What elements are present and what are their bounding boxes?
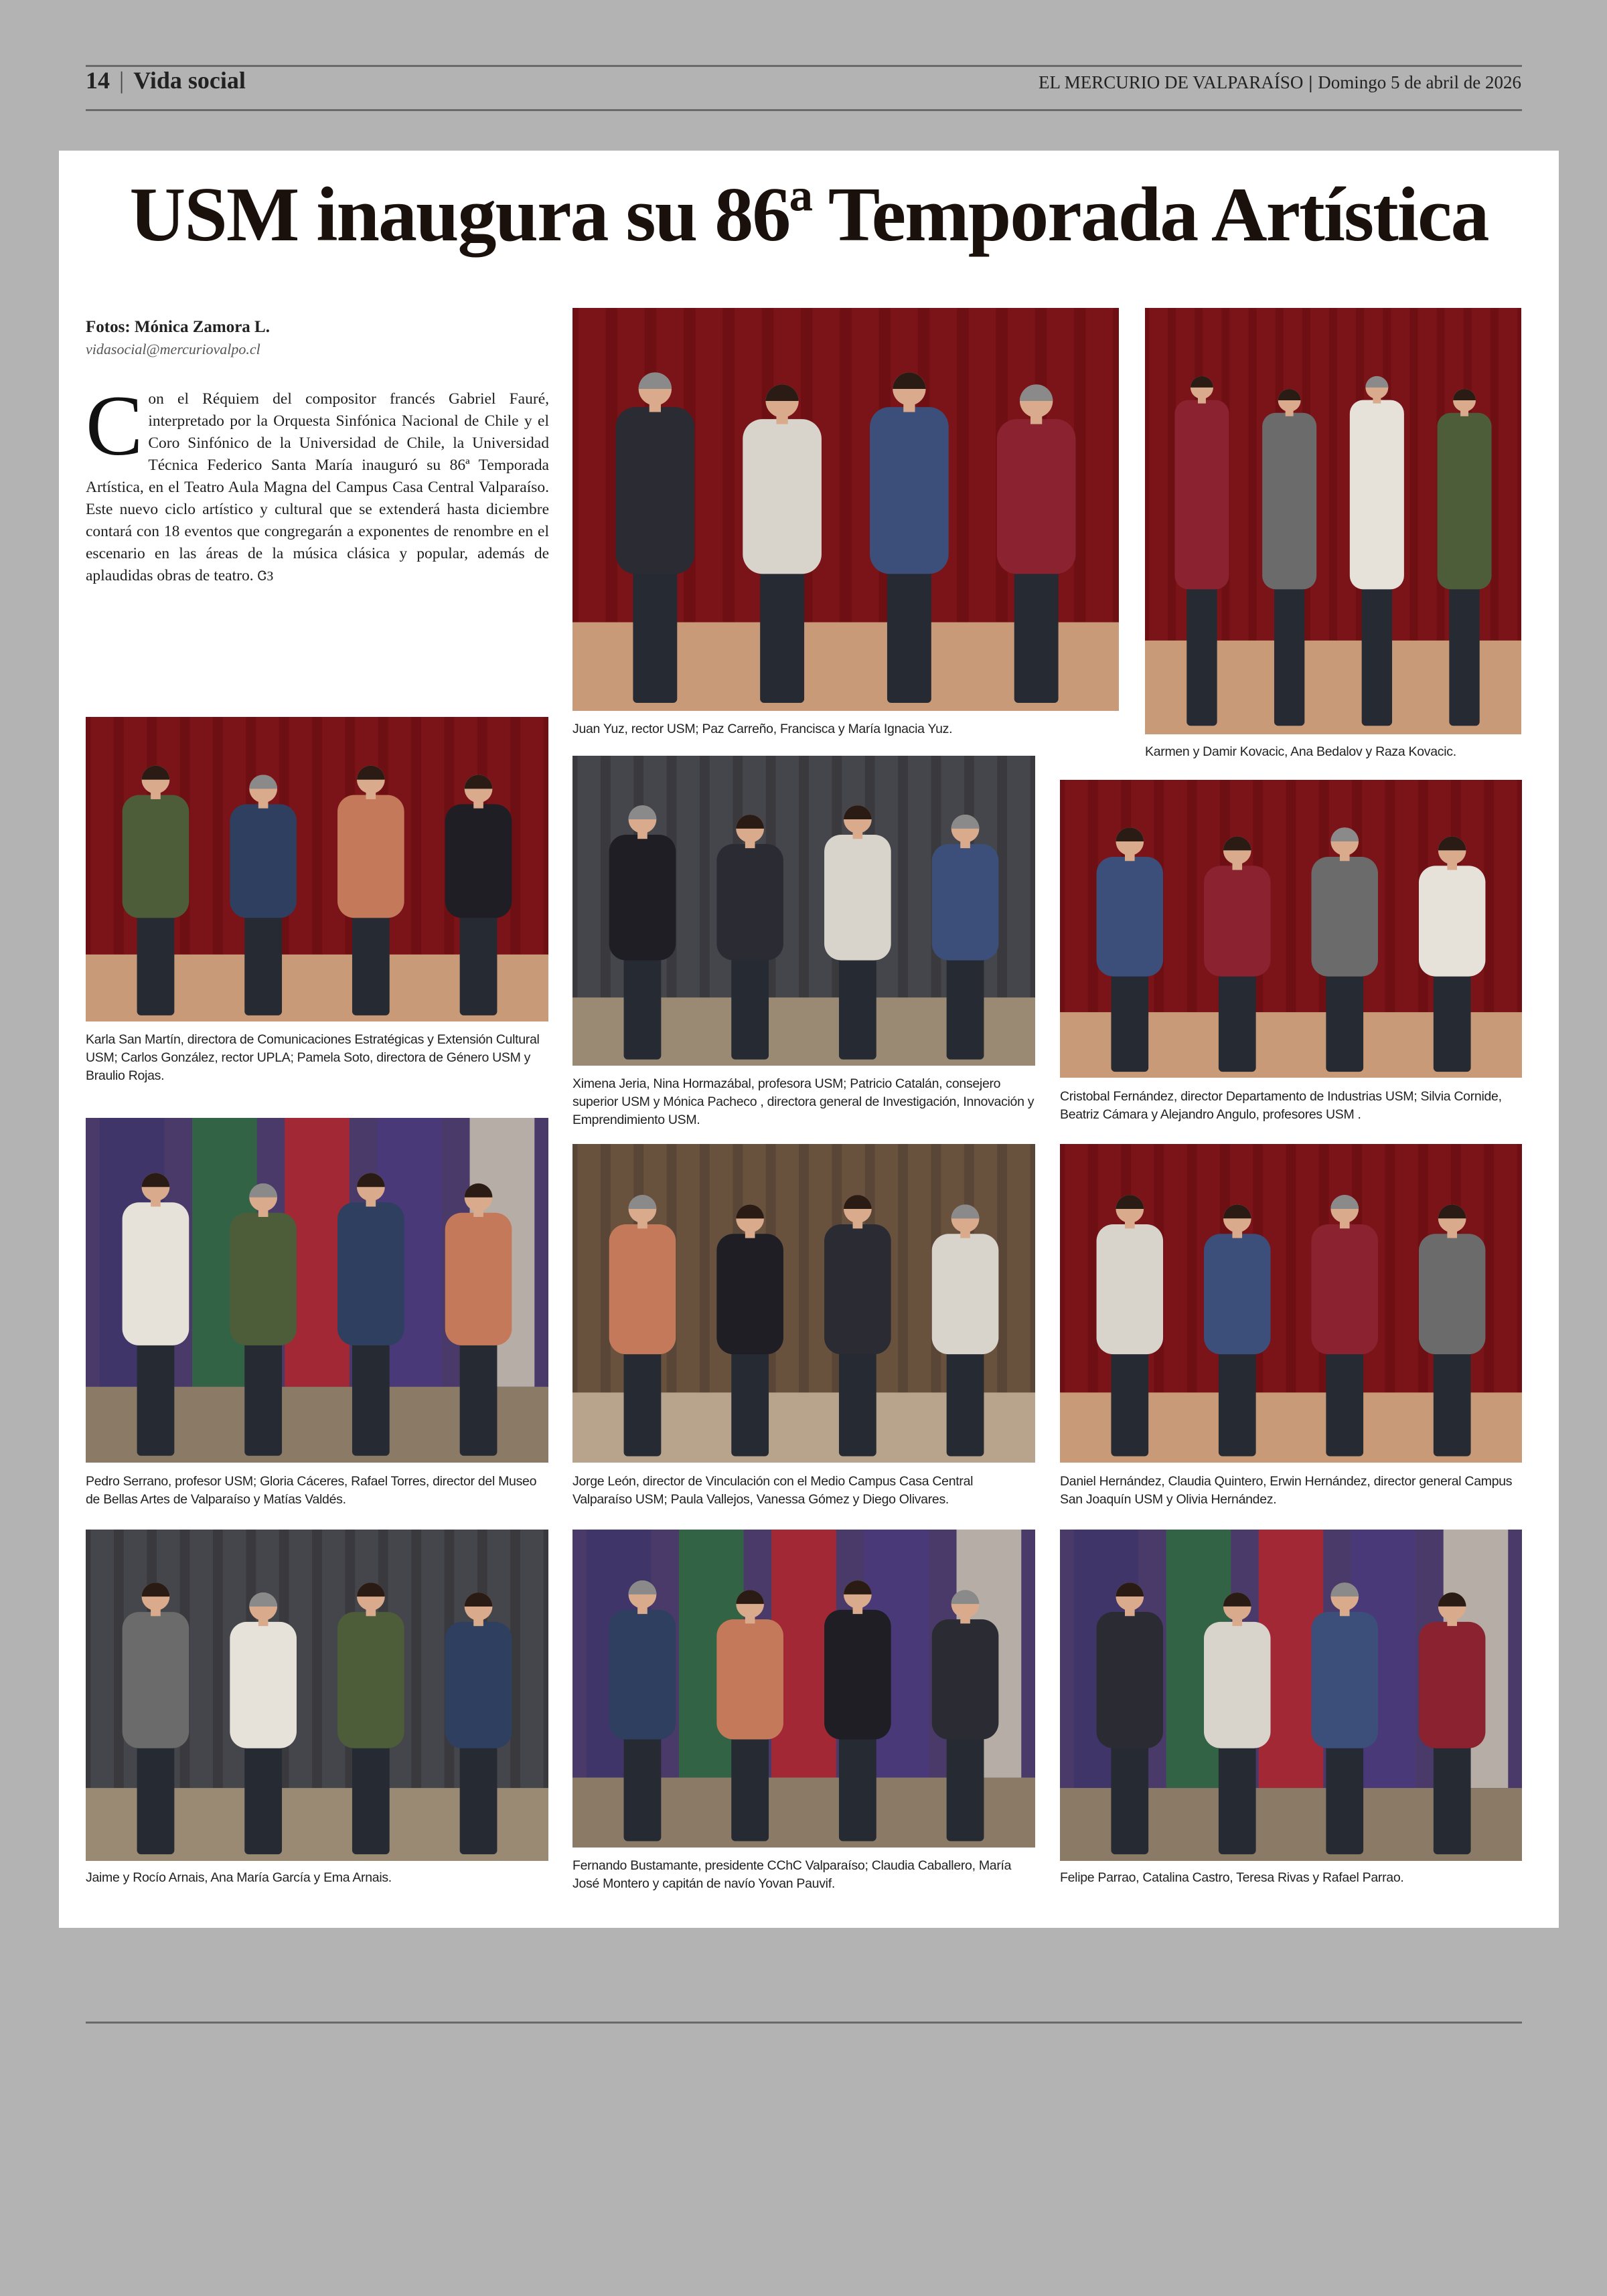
article-body-text: on el Réquiem del compositor francés Gabriel Fauré, interpretado por la Orquesta Sinfónica Nacional de Chile y el Coro Sinfónico de la Universidad de Chile, la Universidad Técnica Federico Santa María inauguró su 86ª Temporada Artística, en el Teatro Aula Magna del Campus Casa Central Valparaíso. Este nuevo ciclo artístico y cultural que se extenderá hasta diciembre contará con 18 eventos que congregarán a exponentes de renombre en el escenario en las áreas de la música clásica y popular, además de aplaudidas obras de teatro. <box>86 390 549 584</box>
photo-image <box>572 1144 1035 1463</box>
header-bottom-rule <box>86 109 1522 111</box>
photo-image <box>572 756 1035 1066</box>
photo-image <box>572 1530 1035 1848</box>
photo-image <box>86 717 548 1021</box>
photo-9 <box>86 1530 548 1861</box>
photo-6 <box>86 1118 548 1463</box>
footer-rule <box>86 2022 1522 2024</box>
photo-image <box>86 1118 548 1463</box>
photo-3 <box>86 717 548 1021</box>
header-separator: | <box>1308 72 1313 92</box>
photo-10 <box>572 1530 1035 1848</box>
photo-image <box>1060 1530 1522 1861</box>
photo-credit <box>86 318 554 358</box>
photo-11-caption: Felipe Parrao, Catalina Castro, Teresa Rivas y Rafael Parrao. <box>1060 1870 1404 1885</box>
article-body <box>86 378 549 588</box>
photo-image <box>572 308 1119 711</box>
end-mark: ᏣЗ <box>257 569 274 584</box>
photo-5 <box>1060 780 1522 1078</box>
section-title: Vida social <box>133 67 246 94</box>
photo-4-caption: Ximena Jeria, Nina Hormazábal, profesora USM; Patricio Catalán, consejero superior USM y Mónica Pacheco , directora general de Investigación, Innovación y Emprendimiento USM. <box>572 1076 1035 1127</box>
header-separator: | <box>119 67 125 94</box>
photo-8 <box>1060 1144 1522 1463</box>
photo-7-caption: Jorge León, director de Vinculación con el Medio Campus Casa Central Valparaíso USM; Paula Vallejos, Vanessa Gómez y Diego Olivares. <box>572 1474 974 1507</box>
photo-4 <box>572 756 1035 1066</box>
page-header-right <box>1039 70 1521 94</box>
photo-1-caption: Juan Yuz, rector USM; Paz Carreño, Francisca y María Ignacia Yuz. <box>572 722 953 736</box>
page-number: 14 <box>86 67 110 94</box>
photo-6-caption: Pedro Serrano, profesor USM; Gloria Cáceres, Rafael Torres, director del Museo de Bellas Artes de Valparaíso y Matías Valdés. <box>86 1474 537 1507</box>
photo-image <box>86 1530 548 1861</box>
photo-11 <box>1060 1530 1522 1861</box>
photo-image <box>1060 1144 1522 1463</box>
photo-5-caption: Cristobal Fernández, director Departamento de Industrias USM; Silvia Cornide, Beatriz Cámara y Alejandro Angulo, profesores USM . <box>1060 1089 1502 1122</box>
page-header-left <box>86 66 246 95</box>
publication-name: EL MERCURIO DE VALPARAÍSO <box>1039 72 1304 92</box>
photo-image <box>1145 308 1521 734</box>
photo-7 <box>572 1144 1035 1463</box>
photo-3-caption: Karla San Martín, directora de Comunicaciones Estratégicas y Extensión Cultural USM; Carlos González, rector UPLA; Pamela Soto, directora de Género USM y Braulio Rojas. <box>86 1032 540 1083</box>
photo-10-caption: Fernando Bustamante, presidente CChC Valparaíso; Claudia Caballero, María José Montero y capitán de navío Yovan Pauvif. <box>572 1858 1012 1891</box>
photo-byline: Fotos: Mónica Zamora L. <box>86 318 270 336</box>
photo-2-caption: Karmen y Damir Kovacic, Ana Bedalov y Raza Kovacic. <box>1145 744 1456 759</box>
contact-email: vidasocial@mercuriovalpo.cl <box>86 341 260 357</box>
drop-cap: C <box>86 378 143 473</box>
photo-2 <box>1145 308 1521 734</box>
photo-1 <box>572 308 1119 711</box>
photo-image <box>1060 780 1522 1078</box>
photo-8-caption: Daniel Hernández, Claudia Quintero, Erwin Hernández, director general Campus San Joaquín USM y Olivia Hernández. <box>1060 1474 1513 1507</box>
publication-date: Domingo 5 de abril de 2026 <box>1318 72 1521 92</box>
article-headline: USM inaugura su 86ª Temporada Artística <box>129 172 1488 258</box>
article-page <box>59 151 1559 1928</box>
photo-9-caption: Jaime y Rocío Arnais, Ana María García y Ema Arnais. <box>86 1870 392 1885</box>
header-top-rule <box>86 65 1522 67</box>
